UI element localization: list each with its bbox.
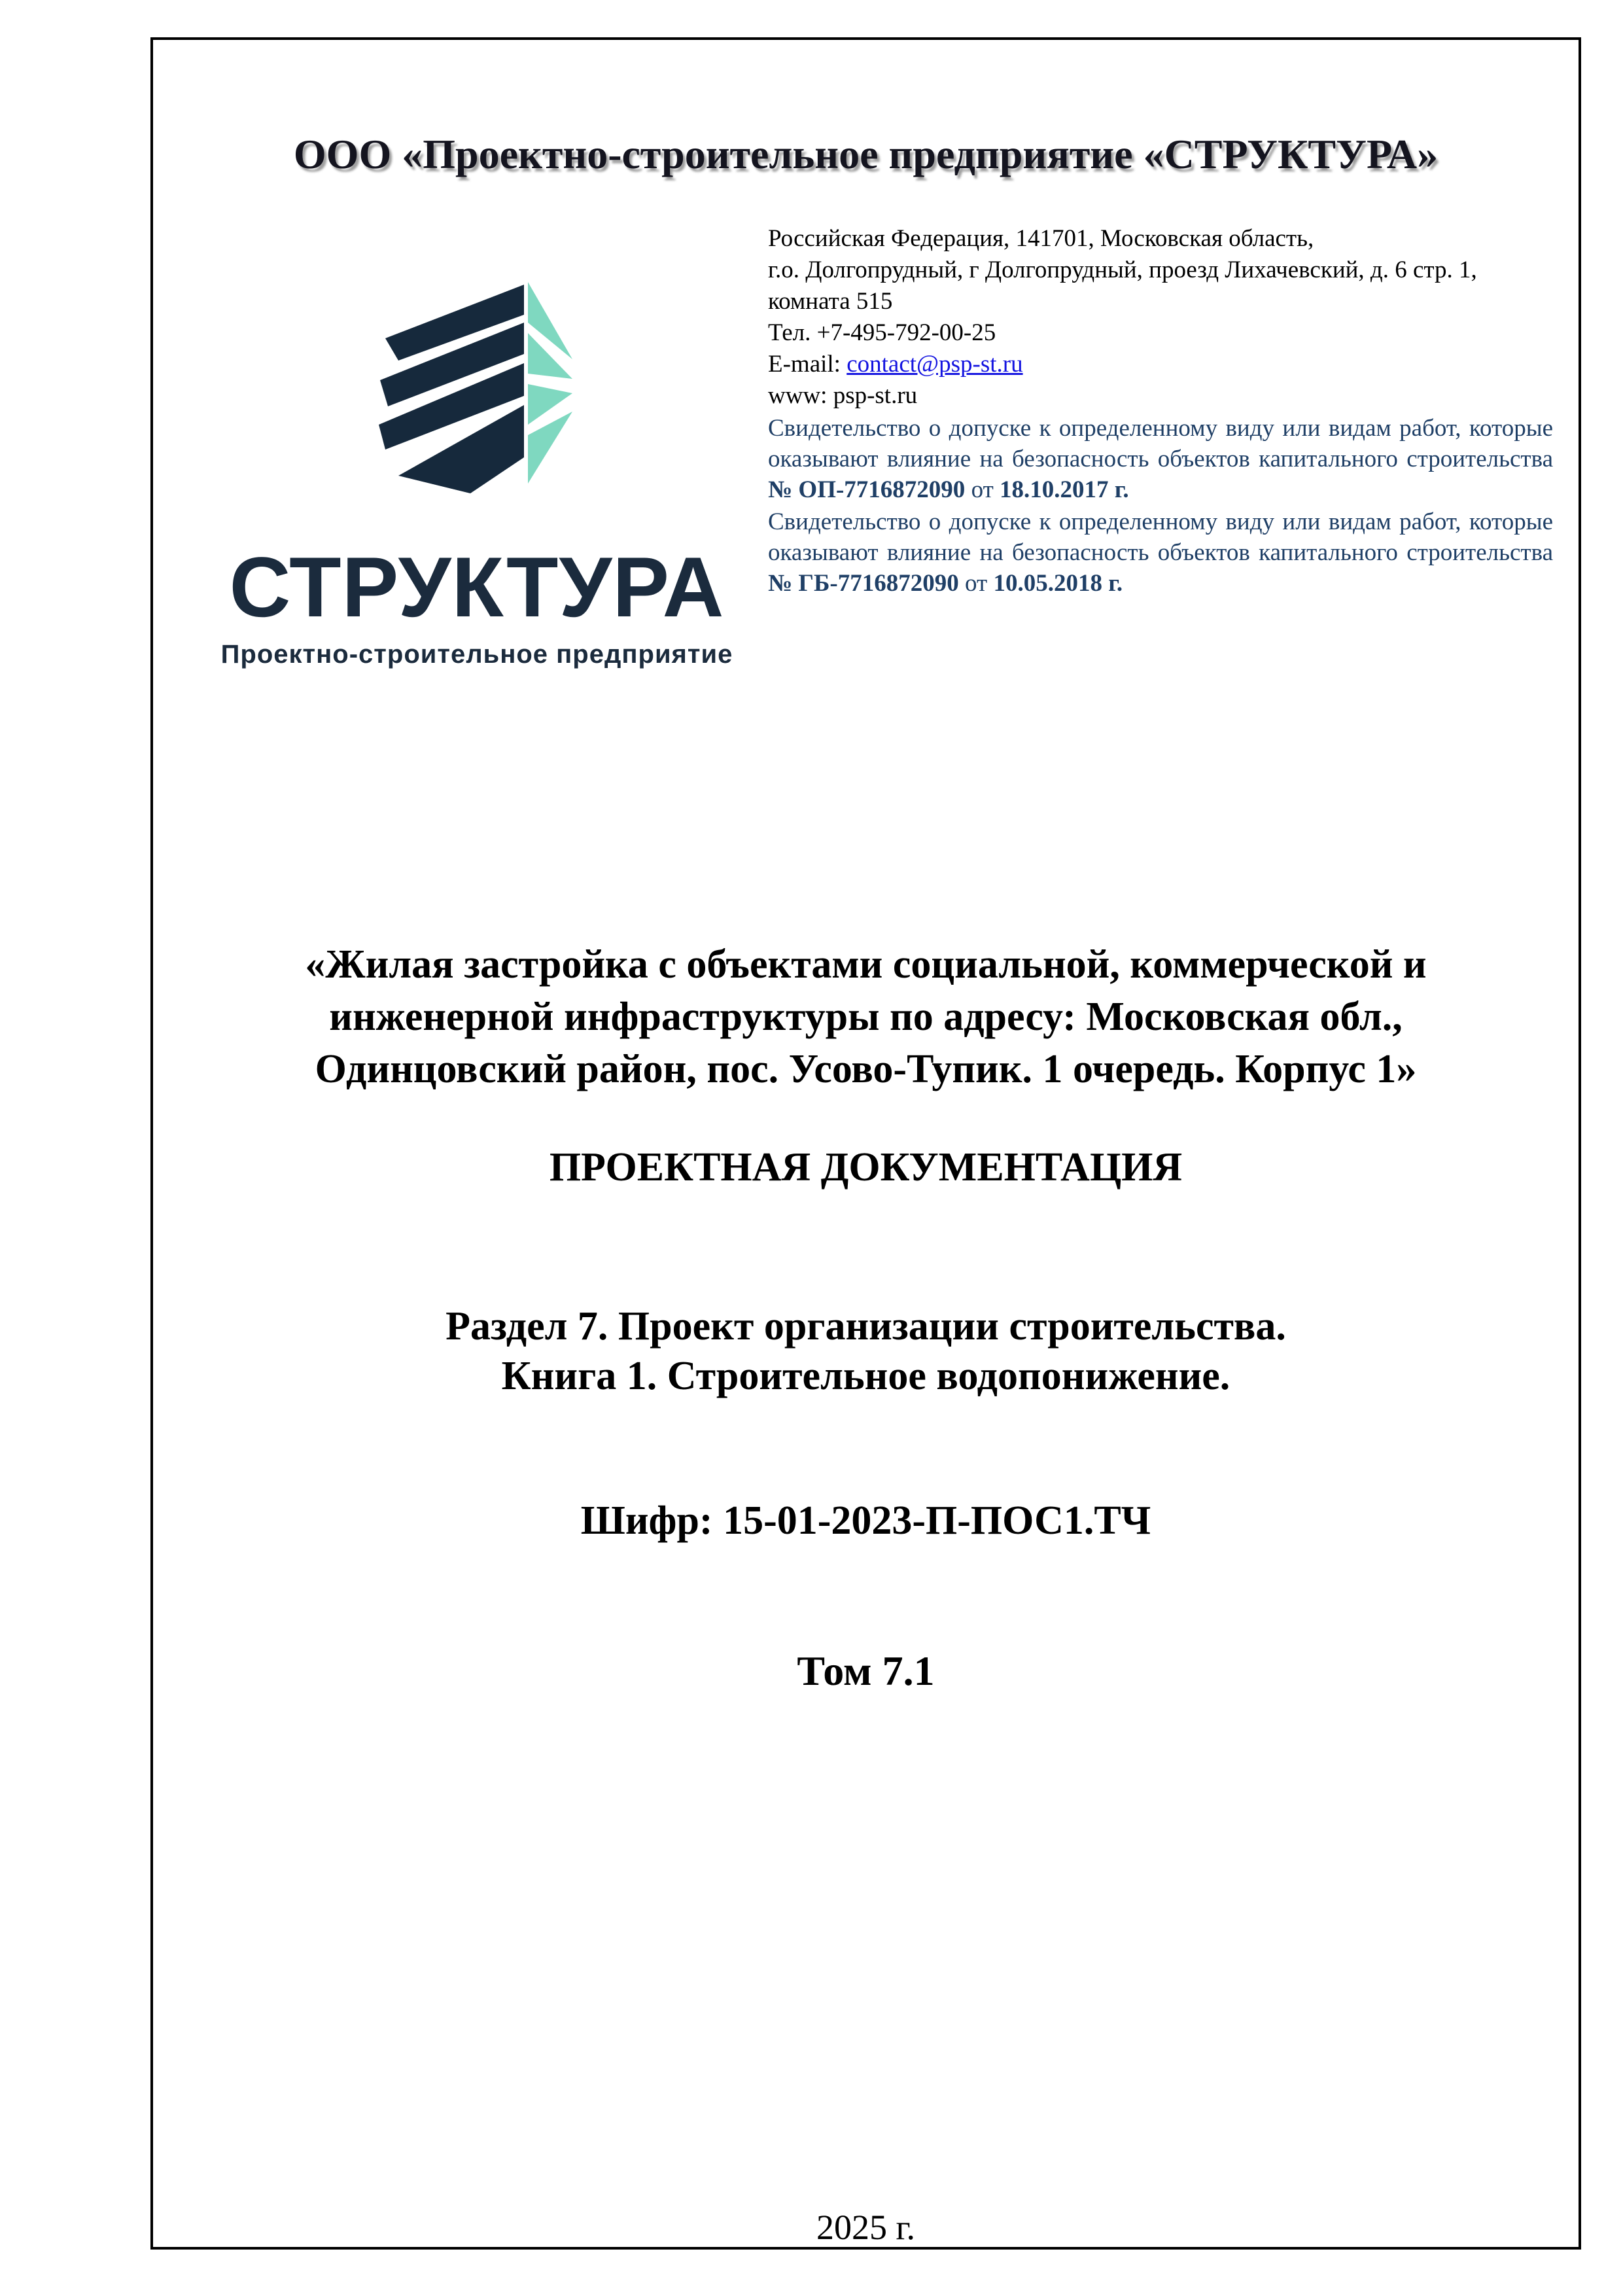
page-border-frame	[150, 37, 1581, 2250]
contact-website: www: psp-st.ru	[768, 382, 918, 409]
certificate-paragraph-2	[768, 506, 1553, 599]
certificate-paragraph-1	[768, 413, 1553, 505]
certificate-1-infix: от	[965, 476, 1000, 503]
section-line-1: Раздел 7. Проект организации строительства.	[445, 1304, 1286, 1349]
contact-phone: Тел. +7-495-792-00-25	[768, 319, 996, 346]
project-title-line-2: инженерной инфраструктуры по адресу: Московская обл.,	[329, 995, 1403, 1039]
organization-title: ООО «Проектно-строительное предприятие «СТРУКТУРА»	[293, 131, 1439, 177]
company-logo	[215, 281, 739, 669]
section-line-2: Книга 1. Строительное водопонижение.	[501, 1354, 1230, 1398]
volume-heading: Том 7.1	[797, 1648, 935, 1694]
certificate-2-text: Свидетельство о допуске к определенному виду или видам работ, которые оказывают влияние на безопасность объектов капитального строительства	[768, 508, 1553, 566]
document-type-heading: ПРОЕКТНАЯ ДОКУМЕНТАЦИЯ	[549, 1145, 1183, 1190]
logo-wordmark: СТРУКТУРА	[229, 539, 725, 635]
contact-address-line-3: комната 515	[768, 288, 893, 315]
certificate-2-number: № ГБ-7716872090	[768, 570, 959, 597]
email-label: E-mail:	[768, 351, 847, 378]
cipher-heading: Шифр: 15-01-2023-П-ПОС1.ТЧ	[580, 1498, 1151, 1543]
contact-address-line-1: Российская Федерация, 141701, Московская область,	[768, 225, 1314, 252]
logo-building-icon	[379, 281, 575, 493]
contact-block	[768, 223, 1553, 599]
logo-tagline: Проектно-строительное предприятие	[220, 640, 733, 669]
project-title	[153, 938, 1579, 1095]
email-link[interactable]: contact@psp-st.ru	[846, 351, 1023, 378]
certificate-1-number: № ОП-7716872090	[768, 476, 966, 503]
certificate-1-text: Свидетельство о допуске к определенному виду или видам работ, которые оказывают влияние на безопасность объектов капитального строительства	[768, 415, 1553, 472]
contact-address-line-2: г.о. Долгопрудный, г Долгопрудный, проезд Лихачевский, д. 6 стр. 1,	[768, 256, 1477, 283]
project-title-line-1: «Жилая застройка с объектами социальной, коммерческой и	[305, 942, 1427, 987]
certificate-1-date: 18.10.2017 г.	[1000, 476, 1129, 503]
section-heading	[153, 1301, 1579, 1401]
year-label: 2025 г.	[816, 2208, 916, 2247]
certificate-2-date: 10.05.2018 г.	[993, 570, 1123, 597]
contact-email-line	[768, 349, 1553, 380]
certificate-2-infix: от	[958, 570, 994, 597]
project-title-line-3: Одинцовский район, пос. Усово-Тупик. 1 очередь. Корпус 1»	[315, 1047, 1417, 1091]
